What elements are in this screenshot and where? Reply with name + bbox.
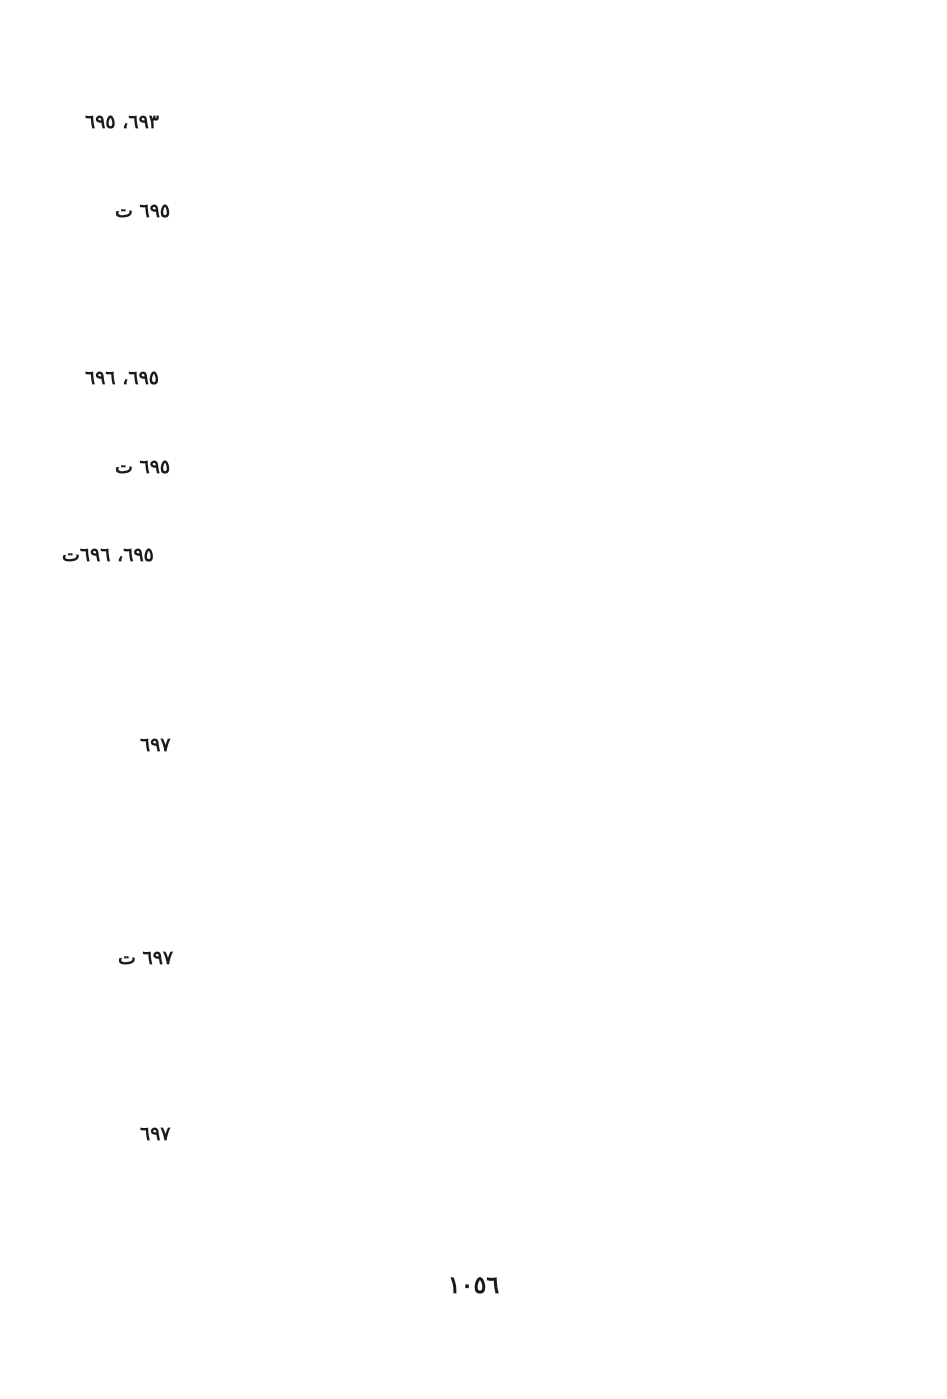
entry-page-ref: ٦٩٧ ت <box>118 947 174 969</box>
entry-page-ref: ٦٩٣، ٦٩٥ <box>85 111 159 133</box>
page-number: ١٠٥٦ <box>447 1270 500 1299</box>
entry-page-ref: ٦٩٧ <box>140 1123 171 1145</box>
entry-page-ref: ٦٩٥ ت <box>115 456 171 478</box>
entry-page-ref: ٦٩٥، ٦٩٦ <box>85 367 159 389</box>
entry-page-ref: ٦٩٥ ت <box>115 200 171 222</box>
entry-page-ref: ٦٩٧ <box>140 734 171 756</box>
entry-page-ref: ٦٩٥، ٦٩٦ت <box>62 544 154 566</box>
